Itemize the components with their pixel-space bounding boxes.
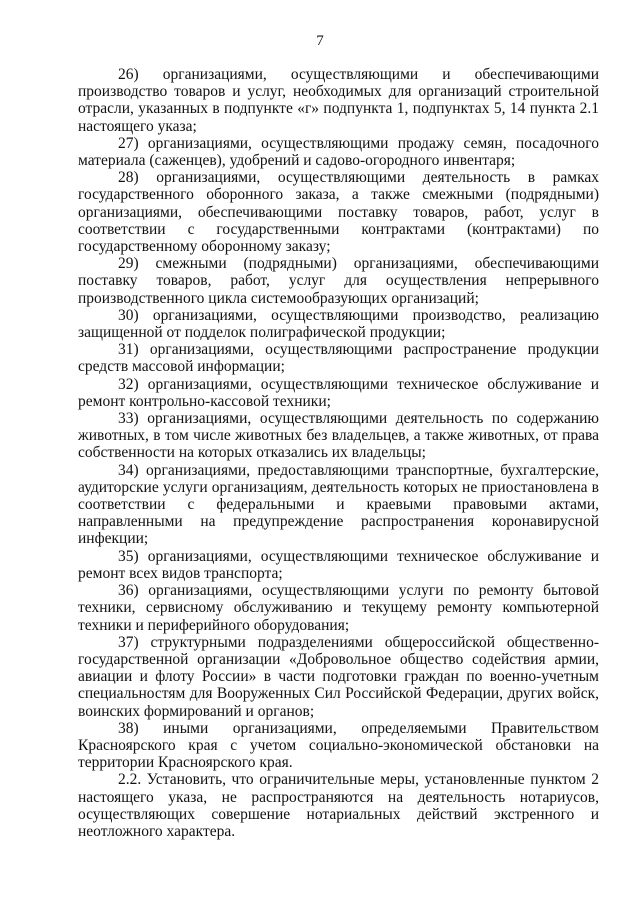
paragraph-item-26: 26) организациями, осуществляющими и обеспечивающими производство товаров и услуг, необходимых для организаций строительной отрасли, указанных в подпункте «г» подпункта 1, подпунктах 5, 14 пункта 2.1 настоящего указа; <box>78 66 599 135</box>
paragraph-item-27: 27) организациями, осуществляющими продажу семян, посадочного материала (саженцев), удобрений и садово-огородного инвентаря; <box>78 134 599 170</box>
paragraph-item-28: 28) организациями, осуществляющими деятельность в рамках государственного оборонного заказа, а также смежными (подрядными) организациями, обеспечивающими поставку товаров, работ, услуг в соответствии с государственными контрактами (контрактами) по государственному оборонному заказу; <box>78 169 599 256</box>
paragraph-item-38: 38) иными организациями, определяемыми Правительством Красноярского края с учетом социально-экономической обстановки на территории Красноярского края. <box>78 719 599 772</box>
paragraph-item-32: 32) организациями, осуществляющими техническое обслуживание и ремонт контрольно-кассовой техники; <box>78 375 599 410</box>
paragraph-item-30: 30) организациями, осуществляющими производство, реализацию защищенной от подделок полиграфической продукции; <box>78 306 599 342</box>
paragraph-item-36: 36) организациями, осуществляющими услуги по ремонту бытовой техники, сервисному обслуживанию и текущему ремонту компьютерной техники и периферийного оборудования; <box>78 582 599 634</box>
paragraph-item-37: 37) структурными подразделениями общероссийской общественно-государственной организации «Добровольное общество содействия армии, авиации и флоту России» в части подготовки граждан по военно-учетным специальностям для Вооруженных Сил Российской Федерации, других войск, воинских формирований и органов; <box>78 633 599 720</box>
paragraph-item-35: 35) организациями, осуществляющими техническое обслуживание и ремонт всех видов транспорта; <box>78 547 599 582</box>
paragraph-item-33: 33) организациями, осуществляющими деятельность по содержанию животных, в том числе животных без владельцев, а также животных, от права собственности на которых отказались их владельцы; <box>78 410 599 462</box>
paragraph-item-31: 31) организациями, осуществляющими распространение продукции средств массовой информации; <box>78 341 599 376</box>
paragraph-item-34: 34) организациями, предоставляющими транспортные, бухгалтерские, аудиторские услуги организациям, деятельность которых не приостановлена в соответствии с федеральными и краевыми правовыми актами, направленными на предупреждение распространения коронавирусной инфекции; <box>78 461 599 548</box>
document-body <box>78 66 599 840</box>
paragraph-clause-2-2: 2.2. Установить, что ограничительные меры, установленные пунктом 2 настоящего указа, не распространяются на деятельность нотариусов, осуществляющих совершение нотариальных действий экстренного и неотложного характера. <box>78 771 599 840</box>
paragraph-item-29: 29) смежными (подрядными) организациями, обеспечивающими поставку товаров, работ, услуг для осуществления непрерывного производственного цикла системообразующих организаций; <box>78 255 599 307</box>
page-number: 7 <box>316 33 324 49</box>
